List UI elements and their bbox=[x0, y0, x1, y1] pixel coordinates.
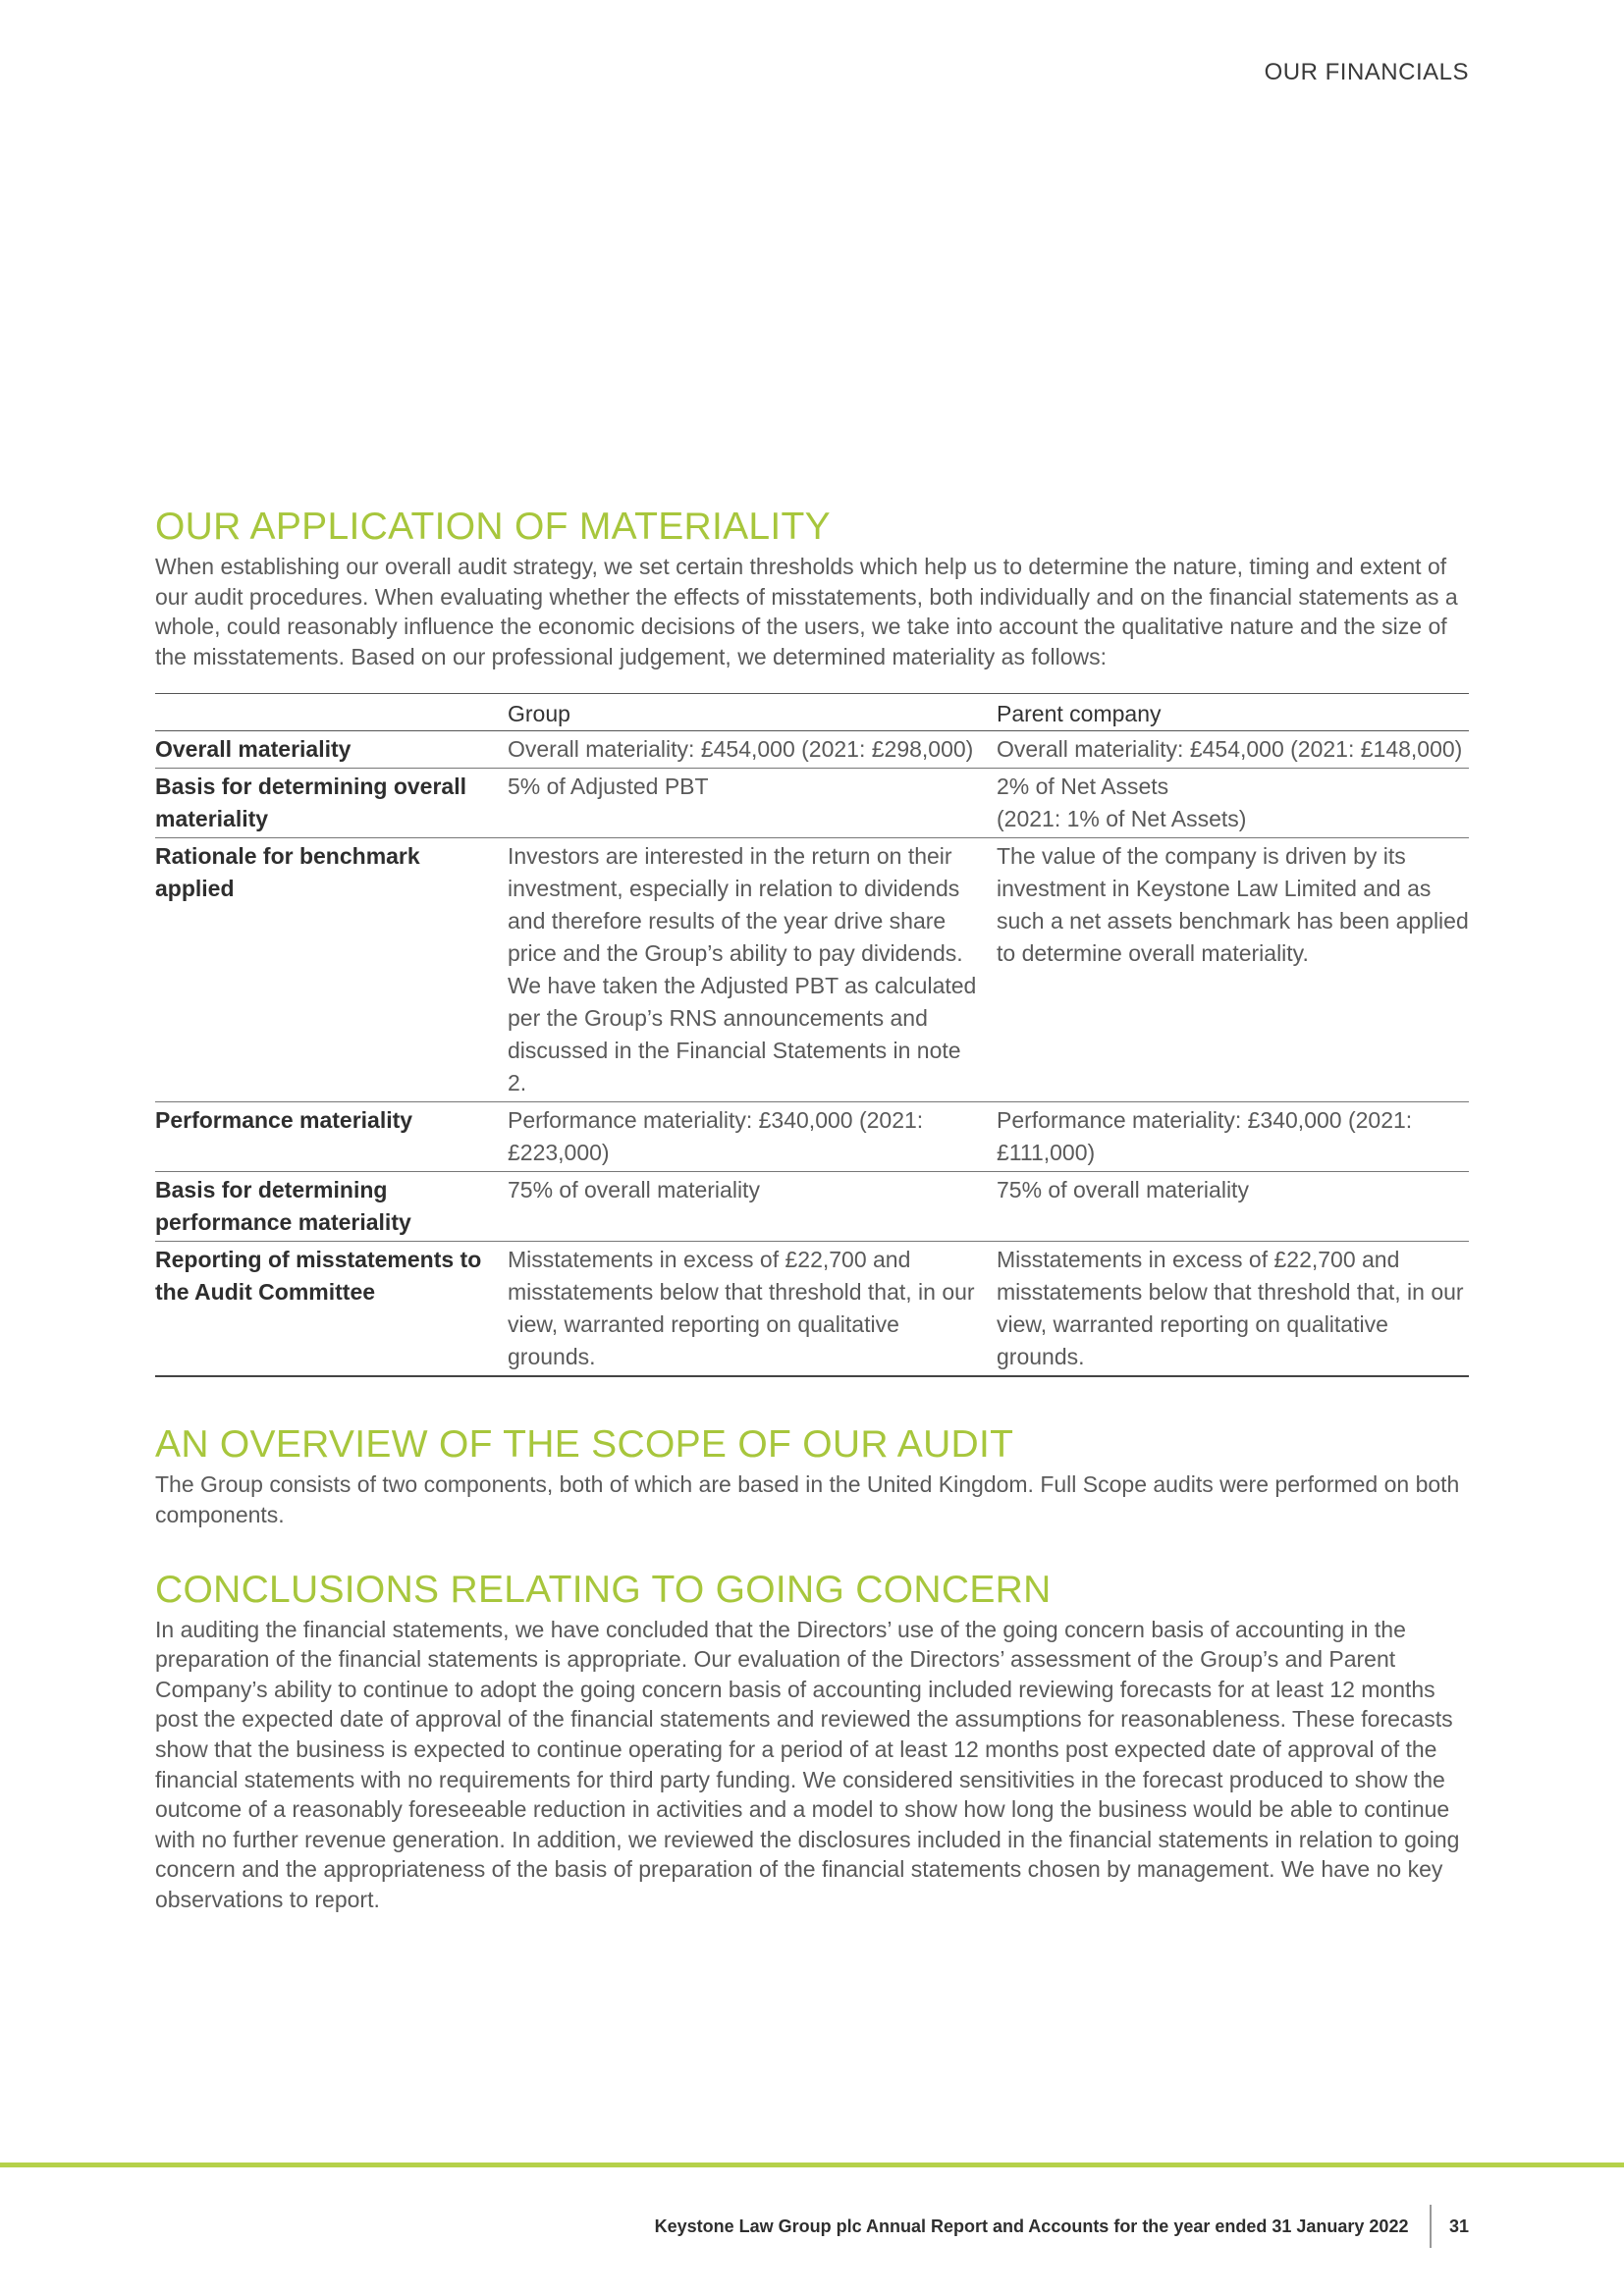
scope-body: The Group consists of two components, both of which are based in the United Kingdom. Full Scope audits were performed on both components. bbox=[155, 1471, 1460, 1527]
materiality-intro: When establishing our overall audit strategy, we set certain thresholds which help us to determine the nature, timing and extent of our audit procedures. When evaluating whether the effects of misstatements, both individually and on the financial statements as a whole, could reasonably influence the economic decisions of the users, we take into account the qualitative nature and the size of the misstatements. Based on our professional judgement, we determined materiality as follows: bbox=[155, 554, 1458, 669]
table-row bbox=[155, 731, 1469, 769]
page-number: 31 bbox=[1448, 2216, 1469, 2236]
group-cell: Performance materiality: £340,000 (2021: £223,000) bbox=[508, 1102, 997, 1172]
row-label: Overall materiality bbox=[155, 736, 352, 763]
parent-cell bbox=[997, 769, 1469, 838]
footer-rule bbox=[0, 2163, 1624, 2167]
parent-cell: Misstatements in excess of £22,700 and misstatements below that threshold that, in our view, warranted reporting on qualitative grounds. bbox=[997, 1242, 1469, 1377]
row-label: Basis for determining overall materiality bbox=[155, 769, 508, 838]
table-header-blank bbox=[155, 694, 508, 731]
parent-cell: Performance materiality: £340,000 (2021: £111,000) bbox=[997, 1102, 1469, 1172]
going-concern-body: In auditing the financial statements, we have concluded that the Directors’ use of the going concern basis of accounting in the preparation of the financial statements is appropriate. Our evaluation of the Directors’ assessment of the Group’s and Parent Company’s ability to continue to adopt the going concern basis of accounting included reviewing forecasts for at least 12 months post the expected date of approval of the financial statements and reviewed the assumptions for reasonableness. These forecasts show that the business is expected to continue operating for a period of at least 12 months post expected date of approval of the financial statements with no requirements for third party funding. We considered sensitivities in the forecast produced to show the outcome of a reasonably foreseeable reduction in activities and a model to show how long the business would be able to continue with no further revenue generation. In addition, we reviewed the disclosures included in the financial statements in relation to going concern and the appropriateness of the basis of preparation of the financial statements chosen by management. We have no key observations to report. bbox=[155, 1616, 1460, 1912]
parent-cell: Overall materiality: £454,000 (2021: £148,000) bbox=[997, 736, 1463, 763]
table-header-parent: Parent company bbox=[997, 694, 1469, 731]
row-label: Reporting of misstatements to the Audit Committee bbox=[155, 1242, 508, 1377]
materiality-heading: OUR APPLICATION OF MATERIALITY bbox=[155, 506, 831, 548]
page-footer bbox=[655, 2205, 1469, 2248]
row-label: Performance materiality bbox=[155, 1102, 508, 1172]
footer-document-title: Keystone Law Group plc Annual Report and Accounts for the year ended 31 January 2022 bbox=[654, 2216, 1409, 2236]
section-header-label: OUR FINANCIALS bbox=[1264, 59, 1469, 85]
parent-cell: The value of the company is driven by its investment in Keystone Law Limited and as such a net assets benchmark has been applied to determine overall materiality. bbox=[997, 838, 1469, 1102]
table-row bbox=[155, 769, 1469, 838]
row-label: Rationale for benchmark applied bbox=[155, 838, 508, 1102]
parent-cell-line: (2021: 1% of Net Assets) bbox=[997, 806, 1247, 832]
parent-cell: 75% of overall materiality bbox=[997, 1172, 1469, 1242]
table-header-group: Group bbox=[508, 694, 997, 731]
group-cell: Misstatements in excess of £22,700 and misstatements below that threshold that, in our view, warranted reporting on qualitative grounds. bbox=[508, 1242, 997, 1377]
footer-separator bbox=[1430, 2205, 1432, 2248]
going-concern-heading: CONCLUSIONS RELATING TO GOING CONCERN bbox=[155, 1568, 1052, 1611]
group-cell: Investors are interested in the return on their investment, especially in relation to dividends and therefore results of the year drive share price and the Group’s ability to pay dividends. We have taken the Adjusted PBT as calculated per the Group’s RNS announcements and discussed in the Financial Statements in note 2. bbox=[508, 838, 997, 1102]
table-header-row bbox=[155, 694, 1469, 731]
row-label: Basis for determining performance materiality bbox=[155, 1172, 508, 1242]
main-content bbox=[155, 503, 1469, 1915]
scope-heading: AN OVERVIEW OF THE SCOPE OF OUR AUDIT bbox=[155, 1423, 1014, 1467]
table-row bbox=[155, 838, 1469, 1102]
table-row bbox=[155, 1102, 1469, 1172]
table-row bbox=[155, 1242, 1469, 1377]
group-cell: Overall materiality: £454,000 (2021: £298,000) bbox=[508, 736, 974, 763]
table-row bbox=[155, 1172, 1469, 1242]
parent-cell-line: 2% of Net Assets bbox=[997, 774, 1169, 800]
materiality-table bbox=[155, 693, 1469, 1377]
group-cell: 5% of Adjusted PBT bbox=[508, 769, 997, 838]
group-cell: 75% of overall materiality bbox=[508, 1172, 997, 1242]
